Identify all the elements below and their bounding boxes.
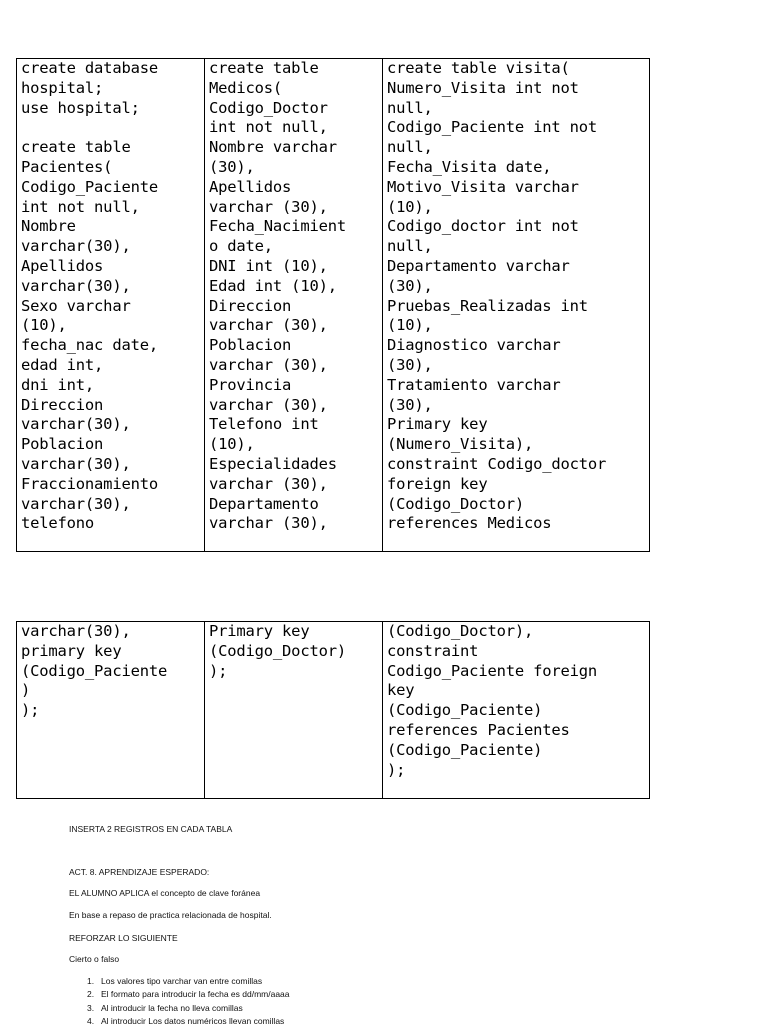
instruction-text: INSERTA 2 REGISTROS EN CADA TABLA: [69, 824, 233, 834]
true-false-heading: Cierto o falso: [69, 954, 120, 964]
list-item: 3. Al introducir la fecha no lleva comillas: [87, 1002, 243, 1013]
pacientes-sql-continued-cell: varchar(30), primary key (Codigo_Paciente ) );: [17, 622, 205, 799]
table-row: [17, 59, 650, 552]
visita-sql-cell: create table visita( Numero_Visita int not null, Codigo_Paciente int not null, Fecha_Visita date, Motivo_Visita varchar (10), Codigo_doctor int not null, Departamento varchar (30), Pruebas_Realizadas int (10), Diagnostico varchar (30), Tratamiento varchar (30), Primary key (Numero_Visita), constraint Codigo_doctor foreign key (Codigo_Doctor) references Medicos: [383, 59, 650, 552]
sql-code-table-1: [16, 58, 650, 552]
list-item: 1. Los valores tipo varchar van entre comillas: [87, 976, 263, 986]
medicos-sql-cell: create table Medicos( Codigo_Doctor int not null, Nombre varchar (30), Apellidos varchar (30), Fecha_Nacimient o date, DNI int (10), Edad int (10), Direccion varchar (30), Poblacion varchar (30), Provincia varchar (30), Telefono int (10), Especialidades varchar (30), Departamento varchar (30),: [205, 59, 383, 552]
medicos-sql-continued-cell: Primary key (Codigo_Doctor) );: [205, 622, 383, 799]
objective-text: EL ALUMNO APLICA el concepto de clave foránea: [69, 888, 261, 898]
pacientes-sql-cell: create database hospital; use hospital; create table Pacientes( Codigo_Paciente int not null, Nombre varchar(30), Apellidos varchar(30), Sexo varchar (10), fecha_nac date, edad int, dni int, Direccion varchar(30), Poblacion varchar(30), Fraccionamiento varchar(30), telefono: [17, 59, 205, 552]
reinforce-heading: REFORZAR LO SIGUIENTE: [69, 933, 178, 943]
visita-sql-continued-cell: (Codigo_Doctor), constraint Codigo_Paciente foreign key (Codigo_Paciente) references Pacientes (Codigo_Paciente) );: [383, 622, 650, 799]
activity-heading: ACT. 8. APRENDIZAJE ESPERADO:: [69, 867, 210, 877]
context-text: En base a repaso de practica relacionada de hospital.: [69, 910, 272, 920]
sql-code-table-2: [16, 621, 650, 799]
list-item: 2. El formato para introducir la fecha es dd/mm/aaaa: [87, 989, 290, 1000]
true-false-list: [87, 976, 290, 1030]
table-row: [17, 622, 650, 799]
list-item: 4. Al introducir Los datos numéricos llevan comillas: [87, 1016, 285, 1027]
